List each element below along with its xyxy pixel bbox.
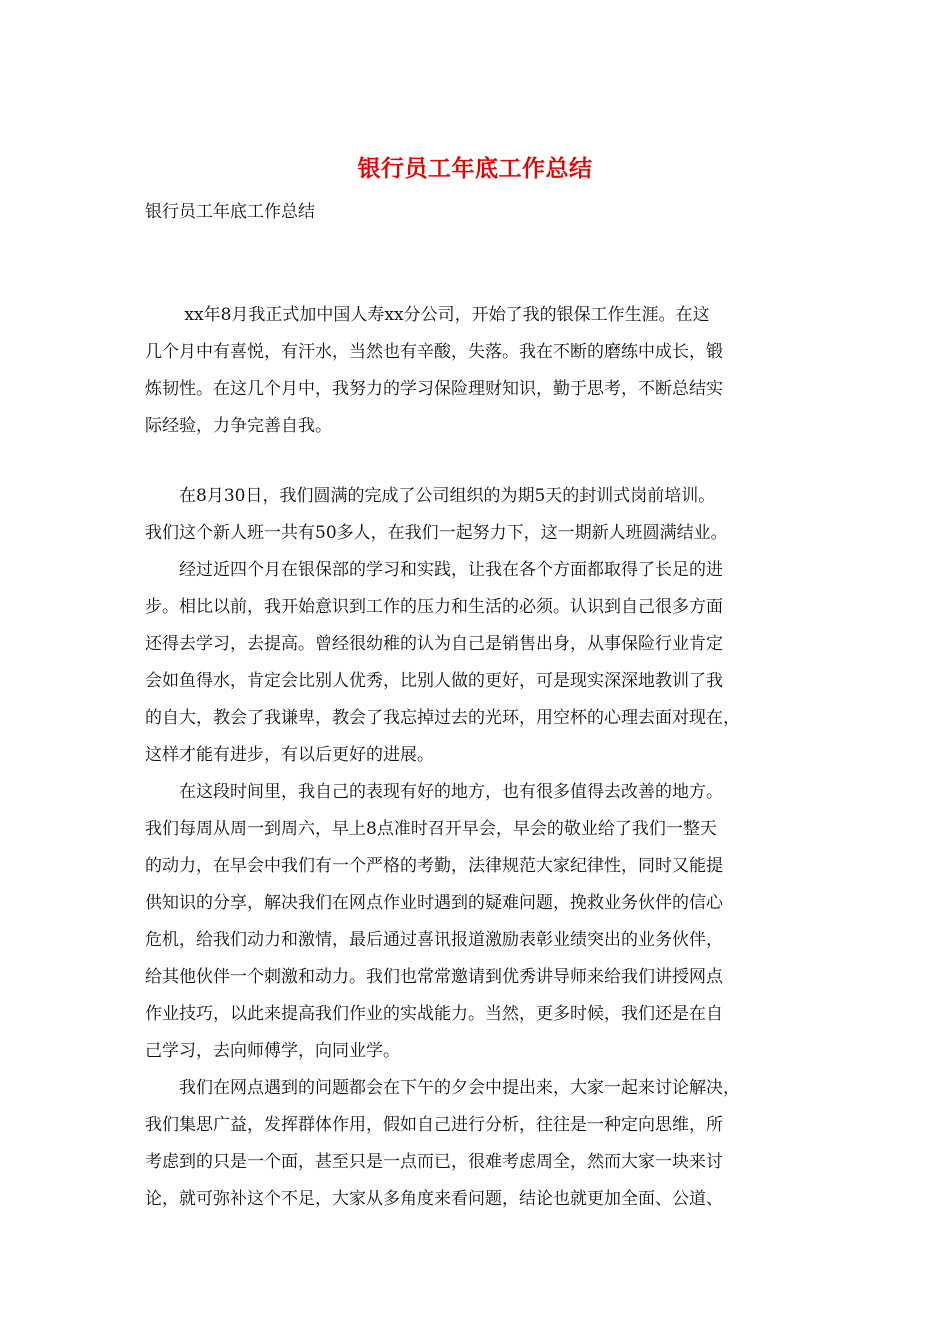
text-line: 还得去学习，去提高。曾经很幼稚的认为自己是销售出身，从事保险行业肯定 xyxy=(145,634,723,654)
text-line: 际经验，力争完善自我。 xyxy=(145,416,332,436)
text-line: 考虑到的只是一个面，甚至只是一点而已，很难考虑周全，然而大家一块来讨 xyxy=(145,1152,723,1172)
text-line: 的动力，在早会中我们有一个严格的考勤，法律规范大家纪律性，同时又能提 xyxy=(145,856,723,876)
text-line: 在这段时间里，我自己的表现有好的地方，也有很多值得去改善的地方。 xyxy=(145,782,723,802)
paragraph xyxy=(145,1070,825,1218)
text-line: 经过近四个月在银保部的学习和实践，让我在各个方面都取得了长足的进 xyxy=(145,560,723,580)
text-line: 炼韧性。在这几个月中，我努力的学习保险理财知识，勤于思考，不断总结实 xyxy=(145,379,723,399)
paragraph xyxy=(145,774,825,1070)
text-line: 这样才能有进步，有以后更好的进展。 xyxy=(145,745,434,765)
paragraph xyxy=(145,552,825,774)
paragraph xyxy=(145,478,825,552)
text-line: 几个月中有喜悦，有汗水，当然也有辛酸，失落。我在不断的磨练中成长，锻 xyxy=(145,342,723,362)
text-line: 步。相比以前，我开始意识到工作的压力和生活的必须。认识到自己很多方面 xyxy=(145,597,723,617)
text-line: 的自大，教会了我谦卑，教会了我忘掉过去的光环，用空杯的心理去面对现在， xyxy=(145,708,740,728)
text-line: 我们集思广益，发挥群体作用，假如自己进行分析，往往是一种定向思维，所 xyxy=(145,1115,723,1135)
text-line: 在8月30日，我们圆满的完成了公司组织的为期5天的封训式岗前培训。 xyxy=(145,486,716,506)
text-line: 给其他伙伴一个刺激和动力。我们也常常邀请到优秀讲导师来给我们讲授网点 xyxy=(145,967,723,987)
text-line: 会如鱼得水，肯定会比别人优秀，比别人做的更好，可是现实深深地教训了我 xyxy=(145,671,723,691)
text-line: 我们在网点遇到的问题都会在下午的夕会中提出来，大家一起来讨论解决， xyxy=(145,1078,740,1098)
document-title: 银行员工年底工作总结 xyxy=(357,155,593,182)
text-line: 我们这个新人班一共有50多人，在我们一起努力下，这一期新人班圆满结业。 xyxy=(145,523,728,543)
text-line: 论，就可弥补这个不足，大家从多角度来看问题，结论也就更加全面、公道、 xyxy=(145,1189,723,1209)
text-line: xx年8月我正式加中国人寿xx分公司，开始了我的银保工作生涯。在这 xyxy=(145,305,710,325)
text-line: 我们每周从周一到周六，早上8点准时召开早会，早会的敬业给了我们一整天 xyxy=(145,819,717,839)
text-line: 供知识的分享，解决我们在网点作业时遇到的疑难问题，挽救业务伙伴的信心 xyxy=(145,893,723,913)
text-line: 危机，给我们动力和激情，最后通过喜讯报道激励表彰业绩突出的业务伙伴， xyxy=(145,930,723,950)
text-line: 己学习，去向师傅学，向同业学。 xyxy=(145,1041,400,1061)
paragraph xyxy=(145,297,825,445)
text-line: 作业技巧，以此来提高我们作业的实战能力。当然，更多时候，我们还是在自 xyxy=(145,1004,723,1024)
document-subtitle: 银行员工年底工作总结 xyxy=(145,202,315,222)
